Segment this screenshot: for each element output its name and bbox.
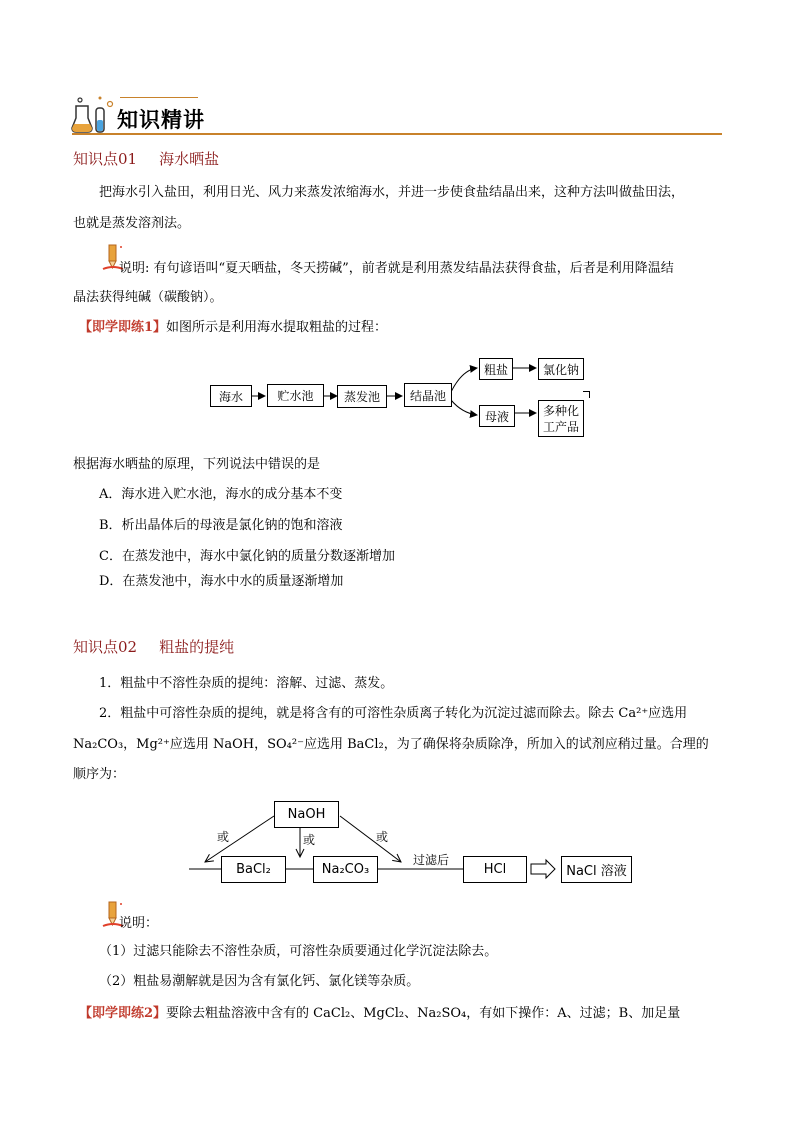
section2-item2-line1: 2．粗盐中可溶性杂质的提纯，就是将含有的可溶性杂质离子转化为沉淀过滤而除去。除去 Ca²⁺应选用	[99, 706, 688, 721]
diagram-or-middle: 或	[303, 833, 316, 847]
section2-title: 粗盐的提纯	[159, 638, 235, 656]
diagram-box-naoh: NaOH	[274, 801, 339, 828]
diagram-box-na2co3: Na₂CO₃	[313, 856, 378, 883]
flow-box-seawater: 海水	[210, 385, 252, 407]
practice2-text: 要除去粗盐溶液中含有的 CaCl₂、MgCl₂、Na₂SO₄，有如下操作：A、过滤；B、加足量	[166, 1006, 681, 1021]
section1-note-line2: 晶法获得纯碱（碳酸钠）。	[73, 290, 223, 305]
section1-number: 知识点01	[73, 150, 138, 168]
header-title: 知识精讲	[117, 108, 205, 132]
option-d: D．在蒸发池中，海水中水的质量逐渐增加	[99, 574, 344, 589]
practice1-text: 如图所示是利用海水提取粗盐的过程：	[166, 320, 388, 335]
diagram-after-filter: 过滤后	[413, 853, 450, 867]
practice2	[79, 1004, 680, 1024]
flow-products-line2: 工产品	[542, 419, 579, 434]
option-b: B．析出晶体后的母液是氯化钠的饱和溶液	[99, 518, 343, 533]
flow-box-nacl: 氯化钠	[538, 358, 584, 380]
diagram-box-hcl: HCl	[463, 856, 527, 883]
flow-box-evaporation: 蒸发池	[337, 385, 387, 408]
section1-note-line1: 说明: 有句谚语叫“夏天晒盐，冬天捞碱”，前者就是利用蒸发结晶法获得食盐，后者是利用降温结	[119, 261, 674, 276]
section2-item2-line2: Na₂CO₃，Mg²⁺应选用 NaOH，SO₄²⁻应选用 BaCl₂，为了确保将杂质除净，所加入的试剂应稍过量。合理的	[73, 737, 709, 752]
option-c: C．在蒸发池中，海水中氯化钠的质量分数逐渐增加	[99, 549, 395, 564]
section2-number: 知识点02	[73, 638, 138, 656]
diagram-or-right: 或	[376, 830, 389, 844]
flow-box-mother-liquor: 母液	[479, 405, 515, 427]
section1-para-line1: 把海水引入盐田，利用日光、风力来蒸发浓缩海水，并进一步使食盐结晶出来，这种方法叫做盐田法，	[99, 185, 685, 200]
diagram-box-bacl2: BaCl₂	[221, 856, 286, 883]
section2-note2: （2）粗盐易潮解就是因为含有氯化钙、氯化镁等杂质。	[99, 974, 420, 989]
practice2-tag: 【即学即练2】	[79, 1006, 167, 1021]
section2-note1: （1）过滤只能除去不溶性杂质，可溶性杂质要通过化学沉淀法除去。	[99, 944, 498, 959]
flow-box-storage: 贮水池	[267, 384, 324, 407]
question1: 根据海水晒盐的原理，下列说法中错误的是	[73, 457, 321, 472]
diagram-or-left: 或	[217, 830, 230, 844]
section1-title: 海水晒盐	[159, 150, 220, 168]
diagram-box-nacl-solution: NaCl 溶液	[561, 856, 632, 883]
flow-box-crude-salt: 粗盐	[479, 358, 513, 380]
practice1-tag: 【即学即练1】	[79, 320, 167, 335]
option-a: A．海水进入贮水池，海水的成分基本不变	[99, 487, 343, 502]
flow-box-crystal: 结晶池	[404, 383, 452, 407]
section1-para-line2: 也就是蒸发溶剂法。	[73, 216, 191, 231]
section2-note-label: 说明：	[119, 916, 159, 931]
section2-item2-line3: 顺序为：	[73, 767, 126, 782]
flow-products-line1: 多种化	[542, 403, 579, 418]
section2-item1: 1．粗盐中不溶性杂质的提纯：溶解、过滤、蒸发。	[99, 676, 394, 691]
